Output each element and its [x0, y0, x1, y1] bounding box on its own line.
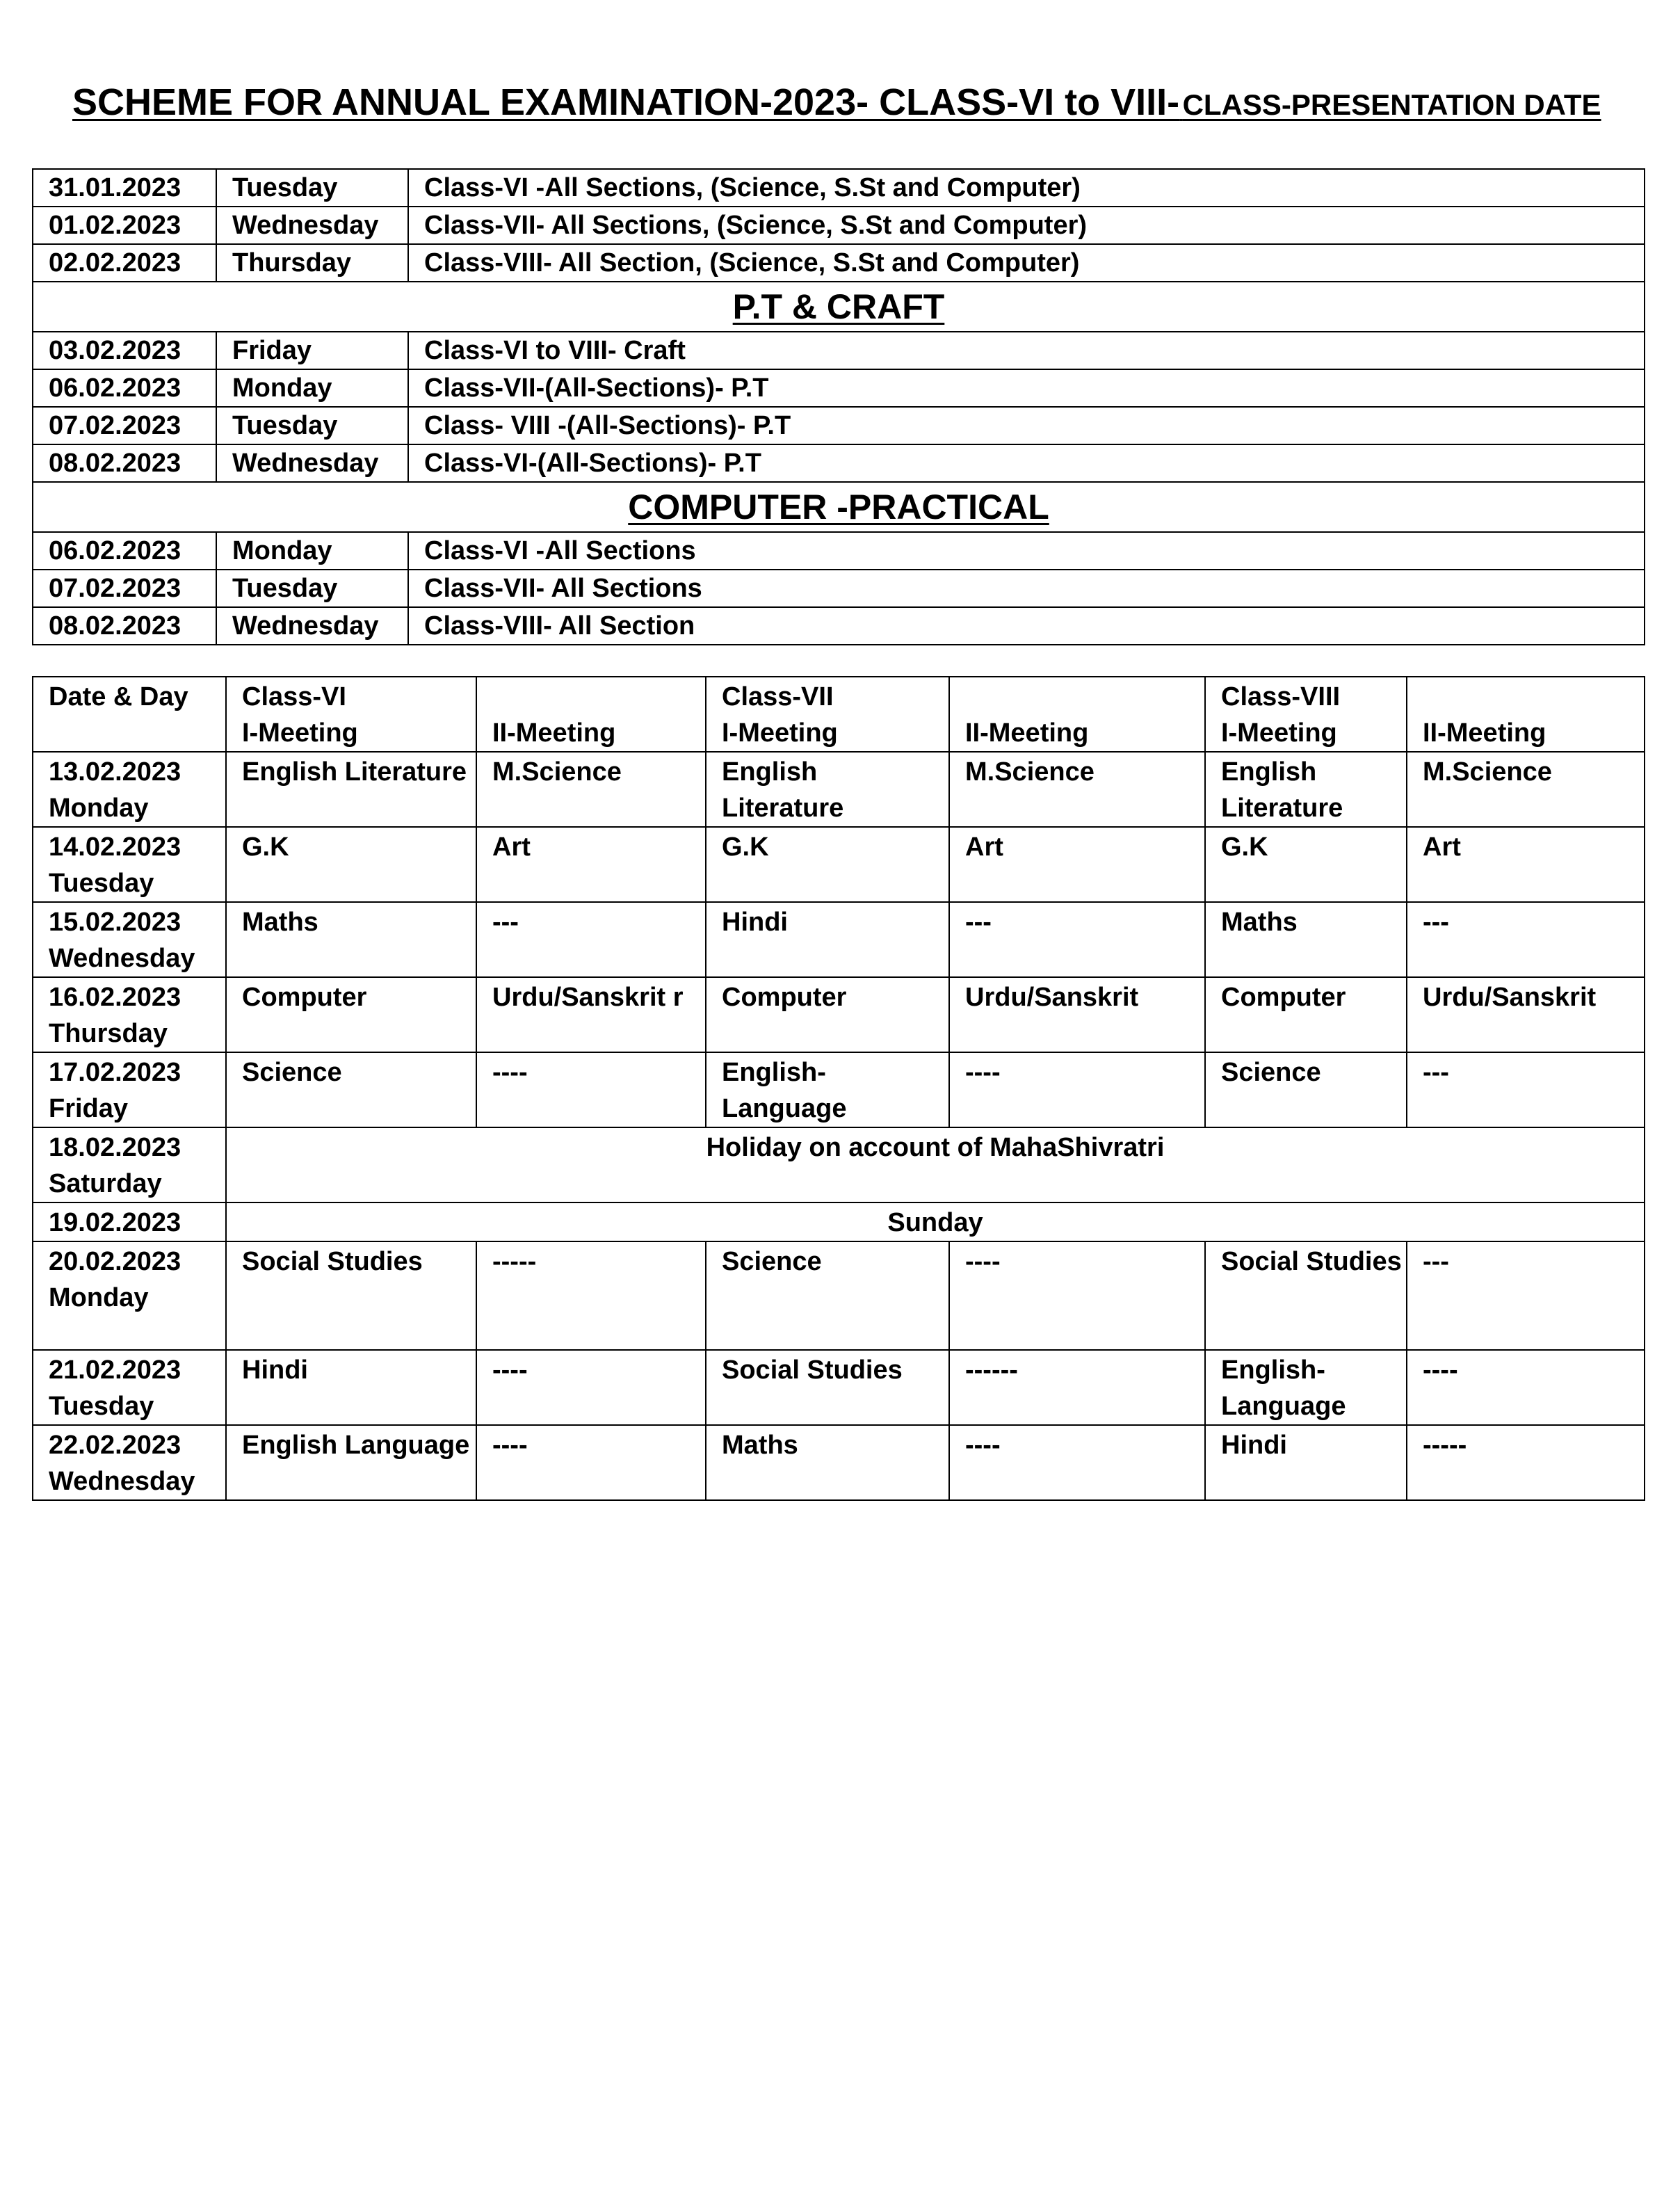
section-heading-row [33, 282, 1645, 332]
subject-cell: ---- [476, 1350, 706, 1425]
subject-cell: ------ [949, 1350, 1205, 1425]
table-row [33, 570, 1645, 607]
table-row [33, 827, 1645, 902]
class7-m2-header: II-Meeting [949, 677, 1205, 752]
subject-cell: Art [476, 827, 706, 902]
presentation-table [32, 168, 1645, 645]
table-row [33, 607, 1645, 645]
date-day-cell: 16.02.2023 Thursday [33, 977, 226, 1052]
detail-cell: Class-VII- All Sections [408, 570, 1645, 607]
date-cell: 01.02.2023 [33, 207, 216, 244]
class8-m2-header: II-Meeting [1407, 677, 1645, 752]
day-cell: Tuesday [216, 407, 408, 444]
date-day-header: Date & Day [33, 677, 226, 752]
holiday-row [33, 1127, 1645, 1202]
section-heading-row [33, 482, 1645, 532]
day-cell: Wednesday [216, 607, 408, 645]
subject-cell: English Literature [226, 752, 476, 827]
subject-cell: Maths [1205, 902, 1407, 977]
date-day-cell: 13.02.2023 Monday [33, 752, 226, 827]
subject-cell: Computer [706, 977, 949, 1052]
title-sub: CLASS-PRESENTATION DATE [1182, 88, 1601, 121]
subject-cell: M.Science [1407, 752, 1645, 827]
subject-cell: ---- [476, 1052, 706, 1127]
computer-practical-heading: COMPUTER -PRACTICAL [33, 482, 1645, 532]
date-day-cell: 20.02.2023 Monday [33, 1241, 226, 1350]
table-row [33, 902, 1645, 977]
table-row [33, 407, 1645, 444]
subject-cell: Social Studies [706, 1350, 949, 1425]
class6-m1-header: Class-VI I-Meeting [226, 677, 476, 752]
subject-cell: G.K [706, 827, 949, 902]
subject-cell: ----- [476, 1241, 706, 1350]
date-cell: 06.02.2023 [33, 369, 216, 407]
detail-cell: Class-VII-(All-Sections)- P.T [408, 369, 1645, 407]
subject-cell: English Language [226, 1425, 476, 1500]
detail-cell: Class-VIII- All Section [408, 607, 1645, 645]
subject-cell: English Literature [706, 752, 949, 827]
date-cell: 19.02.2023 [33, 1202, 226, 1241]
subject-cell: Hindi [226, 1350, 476, 1425]
detail-cell: Class-VI-(All-Sections)- P.T [408, 444, 1645, 482]
detail-cell: Class-VI to VIII- Craft [408, 332, 1645, 369]
detail-cell: Class-VI -All Sections [408, 532, 1645, 570]
day-cell: Friday [216, 332, 408, 369]
date-day-cell: 18.02.2023 Saturday [33, 1127, 226, 1202]
day-cell: Monday [216, 532, 408, 570]
subject-cell: ---- [476, 1425, 706, 1500]
subject-cell: --- [949, 902, 1205, 977]
sunday-cell: Sunday [226, 1202, 1645, 1241]
date-cell: 31.01.2023 [33, 169, 216, 207]
subject-cell: Science [226, 1052, 476, 1127]
date-cell: 08.02.2023 [33, 607, 216, 645]
day-cell: Thursday [216, 244, 408, 282]
date-cell: 06.02.2023 [33, 532, 216, 570]
subject-cell: Science [706, 1241, 949, 1350]
class8-m1-header: Class-VIII I-Meeting [1205, 677, 1407, 752]
subject-cell: Hindi [706, 902, 949, 977]
subject-cell: Maths [706, 1425, 949, 1500]
subject-cell: ---- [949, 1425, 1205, 1500]
table-row [33, 169, 1645, 207]
date-cell: 07.02.2023 [33, 570, 216, 607]
day-cell: Wednesday [216, 444, 408, 482]
date-day-cell: 15.02.2023 Wednesday [33, 902, 226, 977]
sunday-row [33, 1202, 1645, 1241]
table-row [33, 1241, 1645, 1350]
table-row [33, 1052, 1645, 1127]
detail-cell: Class-VIII- All Section, (Science, S.St and Computer) [408, 244, 1645, 282]
datesheet-table [32, 676, 1645, 1501]
subject-cell: Urdu/Sanskrit [949, 977, 1205, 1052]
subject-cell: Art [1407, 827, 1645, 902]
date-cell: 07.02.2023 [33, 407, 216, 444]
table-row [33, 444, 1645, 482]
subject-cell: --- [1407, 1052, 1645, 1127]
header-row [33, 677, 1645, 752]
subject-cell: --- [1407, 1241, 1645, 1350]
subject-cell: Maths [226, 902, 476, 977]
day-cell: Tuesday [216, 570, 408, 607]
table-row [33, 244, 1645, 282]
subject-cell: ---- [949, 1052, 1205, 1127]
subject-cell: --- [476, 902, 706, 977]
class7-m1-header: Class-VII I-Meeting [706, 677, 949, 752]
table-row [33, 1425, 1645, 1500]
table-row [33, 207, 1645, 244]
subject-cell: ----- [1407, 1425, 1645, 1500]
subject-cell: Social Studies [226, 1241, 476, 1350]
subject-cell: Computer [226, 977, 476, 1052]
day-cell: Wednesday [216, 207, 408, 244]
table-row [33, 369, 1645, 407]
holiday-cell: Holiday on account of MahaShivratri [226, 1127, 1645, 1202]
subject-cell: ---- [1407, 1350, 1645, 1425]
subject-cell: ---- [949, 1241, 1205, 1350]
subject-cell: Urdu/Sanskrit [1407, 977, 1645, 1052]
page-title [72, 81, 1644, 124]
detail-cell: Class-VII- All Sections, (Science, S.St and Computer) [408, 207, 1645, 244]
class6-m2-header: II-Meeting [476, 677, 706, 752]
table-row [33, 977, 1645, 1052]
detail-cell: Class- VIII -(All-Sections)- P.T [408, 407, 1645, 444]
table-row [33, 1350, 1645, 1425]
date-day-cell: 22.02.2023 Wednesday [33, 1425, 226, 1500]
subject-cell: --- [1407, 902, 1645, 977]
title-main: SCHEME FOR ANNUAL EXAMINATION-2023- CLASS-VI to VIII- [72, 81, 1180, 123]
detail-cell: Class-VI -All Sections, (Science, S.St and Computer) [408, 169, 1645, 207]
date-day-cell: 14.02.2023 Tuesday [33, 827, 226, 902]
subject-cell: English- Language [1205, 1350, 1407, 1425]
subject-cell: Science [1205, 1052, 1407, 1127]
subject-cell: Art [949, 827, 1205, 902]
subject-cell: English- Language [706, 1052, 949, 1127]
date-day-cell: 21.02.2023 Tuesday [33, 1350, 226, 1425]
day-cell: Tuesday [216, 169, 408, 207]
table-row [33, 532, 1645, 570]
subject-cell: English Literature [1205, 752, 1407, 827]
subject-cell: Urdu/Sanskrit r [476, 977, 706, 1052]
subject-cell: M.Science [949, 752, 1205, 827]
table-row [33, 752, 1645, 827]
subject-cell: Social Studies [1205, 1241, 1407, 1350]
subject-cell: Computer [1205, 977, 1407, 1052]
date-day-cell: 17.02.2023 Friday [33, 1052, 226, 1127]
subject-cell: M.Science [476, 752, 706, 827]
day-cell: Monday [216, 369, 408, 407]
subject-cell: G.K [1205, 827, 1407, 902]
date-cell: 02.02.2023 [33, 244, 216, 282]
subject-cell: G.K [226, 827, 476, 902]
pt-craft-heading: P.T & CRAFT [33, 282, 1645, 332]
date-cell: 08.02.2023 [33, 444, 216, 482]
date-cell: 03.02.2023 [33, 332, 216, 369]
table-row [33, 332, 1645, 369]
subject-cell: Hindi [1205, 1425, 1407, 1500]
